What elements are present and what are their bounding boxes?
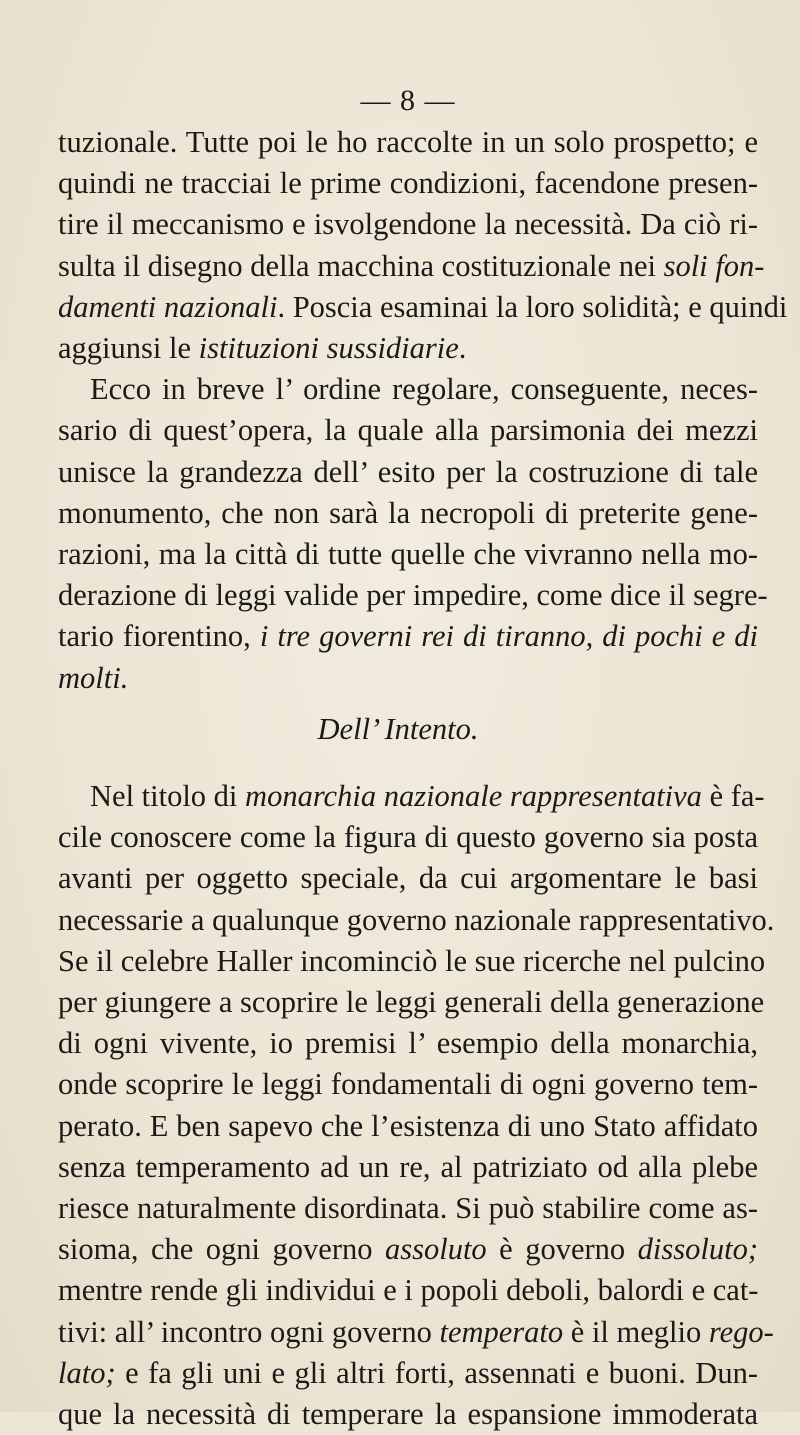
page-number: — 8 — [360,84,456,117]
text-line: avanti per oggetto speciale, da cui argomentare le basi [58,861,758,896]
text-line: que la necessità di temperare la espansione immoderata [58,1397,758,1432]
text-line: derazione di leggi valide per impedire, come dice il segre- [58,578,768,613]
text-line: damenti nazionali. Poscia esaminai la loro solidità; e quindi [58,289,788,324]
text-line: Ecco in breve l’ ordine regolare, conseguente, neces- [90,372,758,407]
section-heading: Dell’ Intento. [317,711,479,746]
text-line: di ogni vivente, io premisi l’ esempio della monarchia, [58,1026,758,1061]
text-line: Nel titolo di monarchia nazionale rappresentativa è fa- [90,779,765,814]
text-line: tivi: all’ incontro ogni governo temperato è il meglio rego- [58,1314,774,1349]
text-line: tire il meccanismo e isvolgendone la necessità. Da ciò ri- [58,207,758,242]
body-text [58,122,788,1435]
text-line: monumento, che non sarà la necropoli di preterite gene- [58,495,758,530]
text-line: mentre rende gli individui e i popoli deboli, balordi e cat- [58,1273,759,1308]
text-line: sario di quest’opera, la quale alla parsimonia dei mezzi [58,413,758,448]
text-line: sulta il disegno della macchina costituzionale nei soli fon- [58,248,765,283]
text-line: aggiunsi le istituzioni sussidiarie. [58,331,467,366]
text-line: sioma, che ogni governo assoluto è governo dissoluto; [58,1232,758,1267]
text-line: tuzionale. Tutte poi le ho raccolte in un solo prospetto; e [58,125,758,159]
text-line: riesce naturalmente disordinata. Si può stabilire come as- [58,1191,758,1226]
text-line: razioni, ma la città di tutte quelle che vivranno nella mo- [58,537,758,572]
text-line: per giungere a scoprire le leggi generali della generazione [58,985,765,1020]
text-line: molti. [58,660,129,695]
text-line: quindi ne tracciai le prime condizioni, facendone presen- [58,166,758,201]
text-line: tario fiorentino, i tre governi rei di tiranno, di pochi e di [58,619,758,654]
text-line: perato. E ben sapevo che l’esistenza di uno Stato affidato [58,1108,758,1143]
text-line: senza temperamento ad un re, al patriziato od alla plebe [58,1149,758,1184]
text-line: lato; e fa gli uni e gli altri forti, assennati e buoni. Dun- [58,1355,758,1390]
text-line: Se il celebre Haller incominciò le sue ricerche nel pulcino [58,943,766,978]
text-line: onde scoprire le leggi fondamentali di ogni governo tem- [58,1067,758,1102]
text-line: cile conoscere come la figura di questo governo sia posta [58,820,758,855]
text-line: unisce la grandezza dell’ esito per la costruzione di tale [58,454,758,489]
text-line: necessarie a qualunque governo nazionale rappresentativo. [58,902,775,937]
